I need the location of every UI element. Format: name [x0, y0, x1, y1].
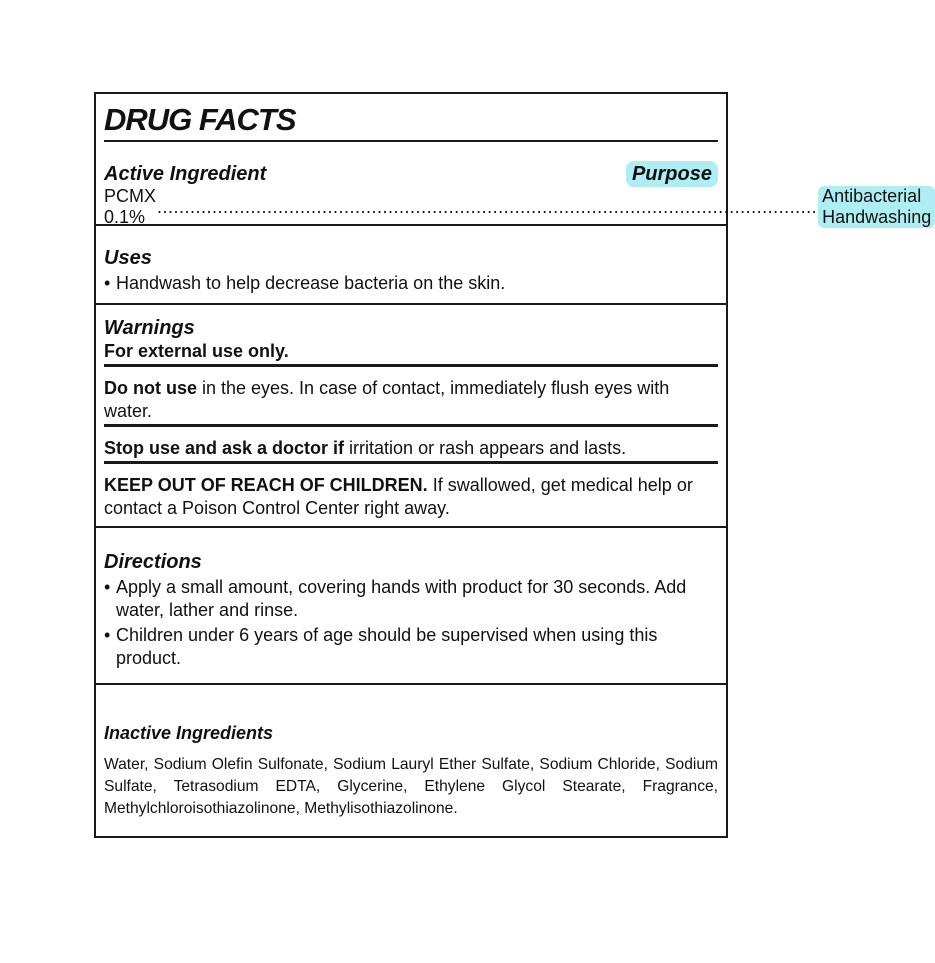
stop-use-text: Stop use and ask a doctor if irritation or rash appears and lasts. — [104, 438, 627, 458]
uses-item-text: Handwash to help decrease bacteria on the skin. — [116, 273, 506, 293]
inactive-ingredients-text: Water, Sodium Olefin Sulfonate, Sodium Lauryl Ether Sulfate, Sodium Chloride, Sodium Sulfate, Tetrasodium EDTA, Glycerine, Ethylene Glycol Stearate, Fragrance, Methylchloroisothiazolinone, Methylisothiazolinone. — [104, 756, 718, 817]
directions-section — [96, 528, 726, 683]
warnings-section — [96, 305, 726, 526]
purpose-heading: Purpose — [626, 161, 718, 187]
keep-out-text: KEEP OUT OF REACH OF CHILDREN. If swallowed, get medical help or contact a Poison Control Center right away. — [104, 475, 693, 518]
list-item: • Apply a small amount, covering hands with product for 30 seconds. Add water, lather and rinse. — [104, 576, 718, 622]
active-ingredient-header — [104, 160, 718, 188]
list-item: • Children under 6 years of age should be supervised when using this product. — [104, 624, 718, 670]
uses-heading: Uses — [104, 247, 152, 269]
leader-dots: ........................................................................................................................ — [157, 196, 818, 217]
directions-item-text: Children under 6 years of age should be supervised when using this product. — [116, 625, 658, 668]
inactive-section — [96, 685, 726, 820]
ingredient-name: PCMX 0.1% — [104, 186, 157, 227]
drug-facts-panel — [94, 92, 932, 838]
uses-section — [96, 226, 726, 303]
directions-item-text: Apply a small amount, covering hands with product for 30 seconds. Add water, lather and rinse. — [116, 577, 687, 620]
ingredient-purpose: Antibacterial Handwashing — [818, 186, 935, 228]
ingredient-row — [104, 186, 932, 227]
directions-heading: Directions — [104, 551, 202, 573]
external-use-text: For external use only. — [104, 341, 289, 361]
warnings-heading: Warnings — [104, 317, 195, 339]
do-not-use-text: Do not use in the eyes. In case of contact, immediately flush eyes with water. — [104, 378, 670, 421]
title-block — [96, 94, 932, 227]
list-item: • Handwash to help decrease bacteria on the skin. — [104, 273, 506, 293]
page-title: DRUG FACTS — [104, 102, 718, 142]
active-ingredient-heading: Active Ingredient — [104, 163, 267, 185]
inactive-heading: Inactive Ingredients — [104, 723, 274, 743]
